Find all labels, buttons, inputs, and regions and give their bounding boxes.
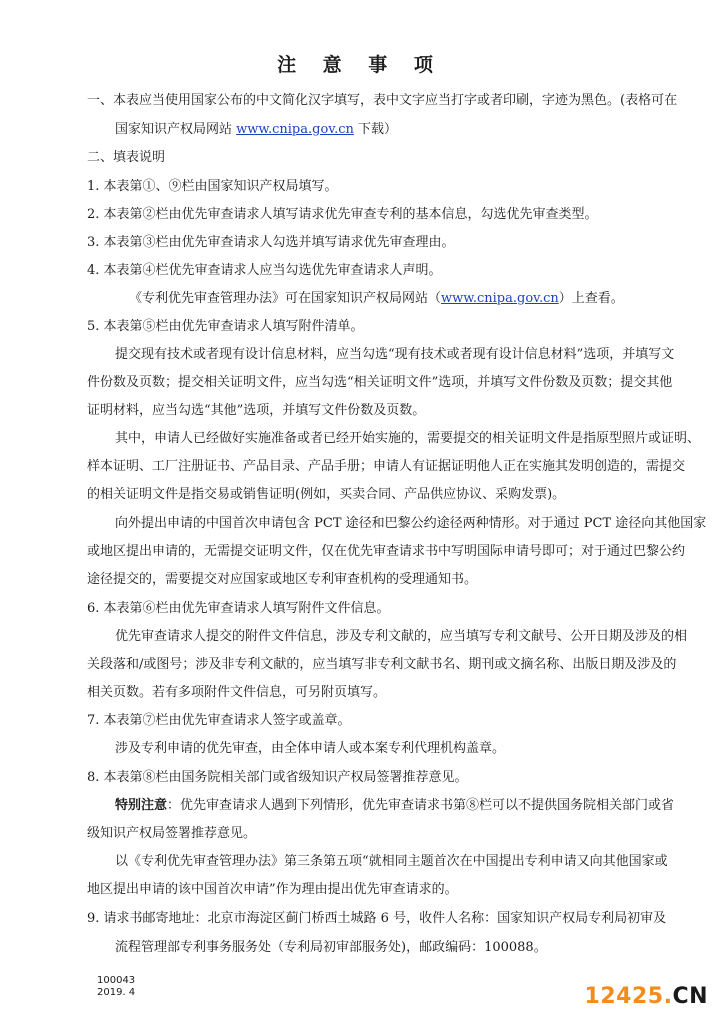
item-5-para-3-line-3: 途径提交的，需要提交对应国家或地区专利审查机构的受理通知书。 — [87, 572, 478, 587]
watermark-dot: . — [663, 984, 673, 1009]
section-2-heading: 二、填表说明 — [87, 150, 166, 165]
item-5-para-1-line-1: 提交现有技术或者现有设计信息材料，应当勾选“现有技术或者现有设计信息材料”选项，并填写文 — [115, 347, 675, 362]
item-5-para-2-line-2: 样本证明、工厂注册证书、产品目录、产品手册；申请人有证据证明他人正在实施其发明创造的，需提交 — [87, 459, 686, 474]
form-version-date: 2019. 4 — [97, 987, 136, 998]
item-8-para-1-line-1 — [115, 798, 674, 814]
watermark-cn: CN — [672, 984, 708, 1009]
item-6-para-line-3: 相关页数。若有多项附件文件信息，可另附页填写。 — [87, 685, 387, 700]
section-1-line-2 — [115, 122, 397, 138]
item-5-para-3-line-1: 向外提出申请的中国首次申请包含 PCT 途径和巴黎公约途径两种情形。对于通过 PCT 途径向其他国家 — [115, 516, 707, 531]
section-1-line-1: 一、本表应当使用国家公布的中文简化汉字填写，表中文字应当打字或者印刷，字迹为黑色。(表格可在 — [87, 93, 678, 108]
page-title: 注 意 事 项 — [277, 54, 443, 76]
item-3: 3. 本表第③栏由优先审查请求人勾选并填写请求优先审查理由。 — [87, 235, 455, 250]
section-1-line-2-suffix: 下载） — [353, 122, 398, 137]
watermark-number: 12425 — [584, 984, 664, 1009]
form-footer — [97, 975, 135, 999]
item-5-para-1-line-2: 件份数及页数；提交相关证明文件，应当勾选“相关证明文件”选项，并填写文件份数及页数；提交其他 — [87, 375, 673, 390]
item-7: 7. 本表第⑦栏由优先审查请求人签字或盖章。 — [87, 713, 351, 728]
item-5: 5. 本表第⑤栏由优先审查请求人填写附件清单。 — [87, 319, 364, 334]
item-4-note-suffix: ）上查看。 — [558, 291, 624, 306]
form-code: 100043 — [97, 975, 136, 986]
item-8-para-2-line-2: 地区提出申请的该中国首次申请”作为理由提出优先审查请求的。 — [87, 882, 458, 897]
item-5-para-2-line-3: 的相关证明文件是指交易或销售证明(例如，买卖合同、产品供应协议、采购发票)。 — [87, 487, 566, 502]
item-5-para-2-line-1: 其中，申请人已经做好实施准备或者已经开始实施的，需要提交的相关证明文件是指原型照片或证明、 — [115, 431, 701, 446]
special-note-text: ：优先审查请求人遇到下列情形，优先审查请求书第⑧栏可以不提供国务院相关部门或省 — [167, 798, 675, 813]
item-9-line-2: 流程管理部专利事务服务处（专利局初审部服务处)，邮政编码：100088。 — [115, 940, 547, 955]
item-5-para-3-line-2: 或地区提出申请的，无需提交证明文件，仅在优先审查请求书中写明国际申请号即可；对于通过巴黎公约 — [87, 544, 686, 559]
item-8-para-1-line-2: 级知识产权局签署推荐意见。 — [87, 826, 257, 841]
special-note-label: 特别注意 — [115, 798, 168, 813]
cnipa-website-link[interactable]: www.cnipa.gov.cn — [236, 122, 354, 137]
site-watermark — [585, 984, 708, 1009]
item-8: 8. 本表第⑧栏由国务院相关部门或省级知识产权局签署推荐意见。 — [87, 770, 468, 785]
item-8-para-2-line-1: 以《专利优先审查管理办法》第三条第五项“就相同主题首次在中国提出专利申请又向其他国家或 — [115, 854, 668, 869]
item-6-para-line-2: 关段落和/或图号；涉及非专利文献的，应当填写非专利文献书名、期刊或文摘名称、出版日期及涉及的 — [87, 657, 677, 672]
item-7-para: 涉及专利申请的优先审查，由全体申请人或本案专利代理机构盖章。 — [115, 741, 506, 756]
item-6-para-line-1: 优先审查请求人提交的附件文件信息，涉及专利文献的，应当填写专利文献号、公开日期及涉及的相 — [115, 629, 688, 644]
item-5-para-1-line-3: 证明材料，应当勾选“其他”选项，并填写文件份数及页数。 — [87, 403, 426, 418]
item-1: 1. 本表第①、⑨栏由国家知识产权局填写。 — [87, 179, 338, 194]
item-9-line-1: 9. 请求书邮寄地址：北京市海淀区蓟门桥西土城路 6 号，收件人名称：国家知识产权局专利局初审及 — [87, 911, 667, 926]
item-6: 6. 本表第⑥栏由优先审查请求人填写附件文件信息。 — [87, 601, 390, 616]
item-4-note-prefix: 《专利优先审查管理办法》可在国家知识产权局网站（ — [129, 291, 442, 306]
item-4: 4. 本表第④栏优先审查请求人应当勾选优先审查请求人声明。 — [87, 263, 442, 278]
cnipa-website-link-2[interactable]: www.cnipa.gov.cn — [441, 291, 559, 306]
item-4-note — [129, 291, 624, 307]
section-1-line-2-prefix: 国家知识产权局网站 — [115, 122, 237, 137]
item-2: 2. 本表第②栏由优先审查请求人填写请求优先审查专利的基本信息，勾选优先审查类型。 — [87, 207, 598, 222]
